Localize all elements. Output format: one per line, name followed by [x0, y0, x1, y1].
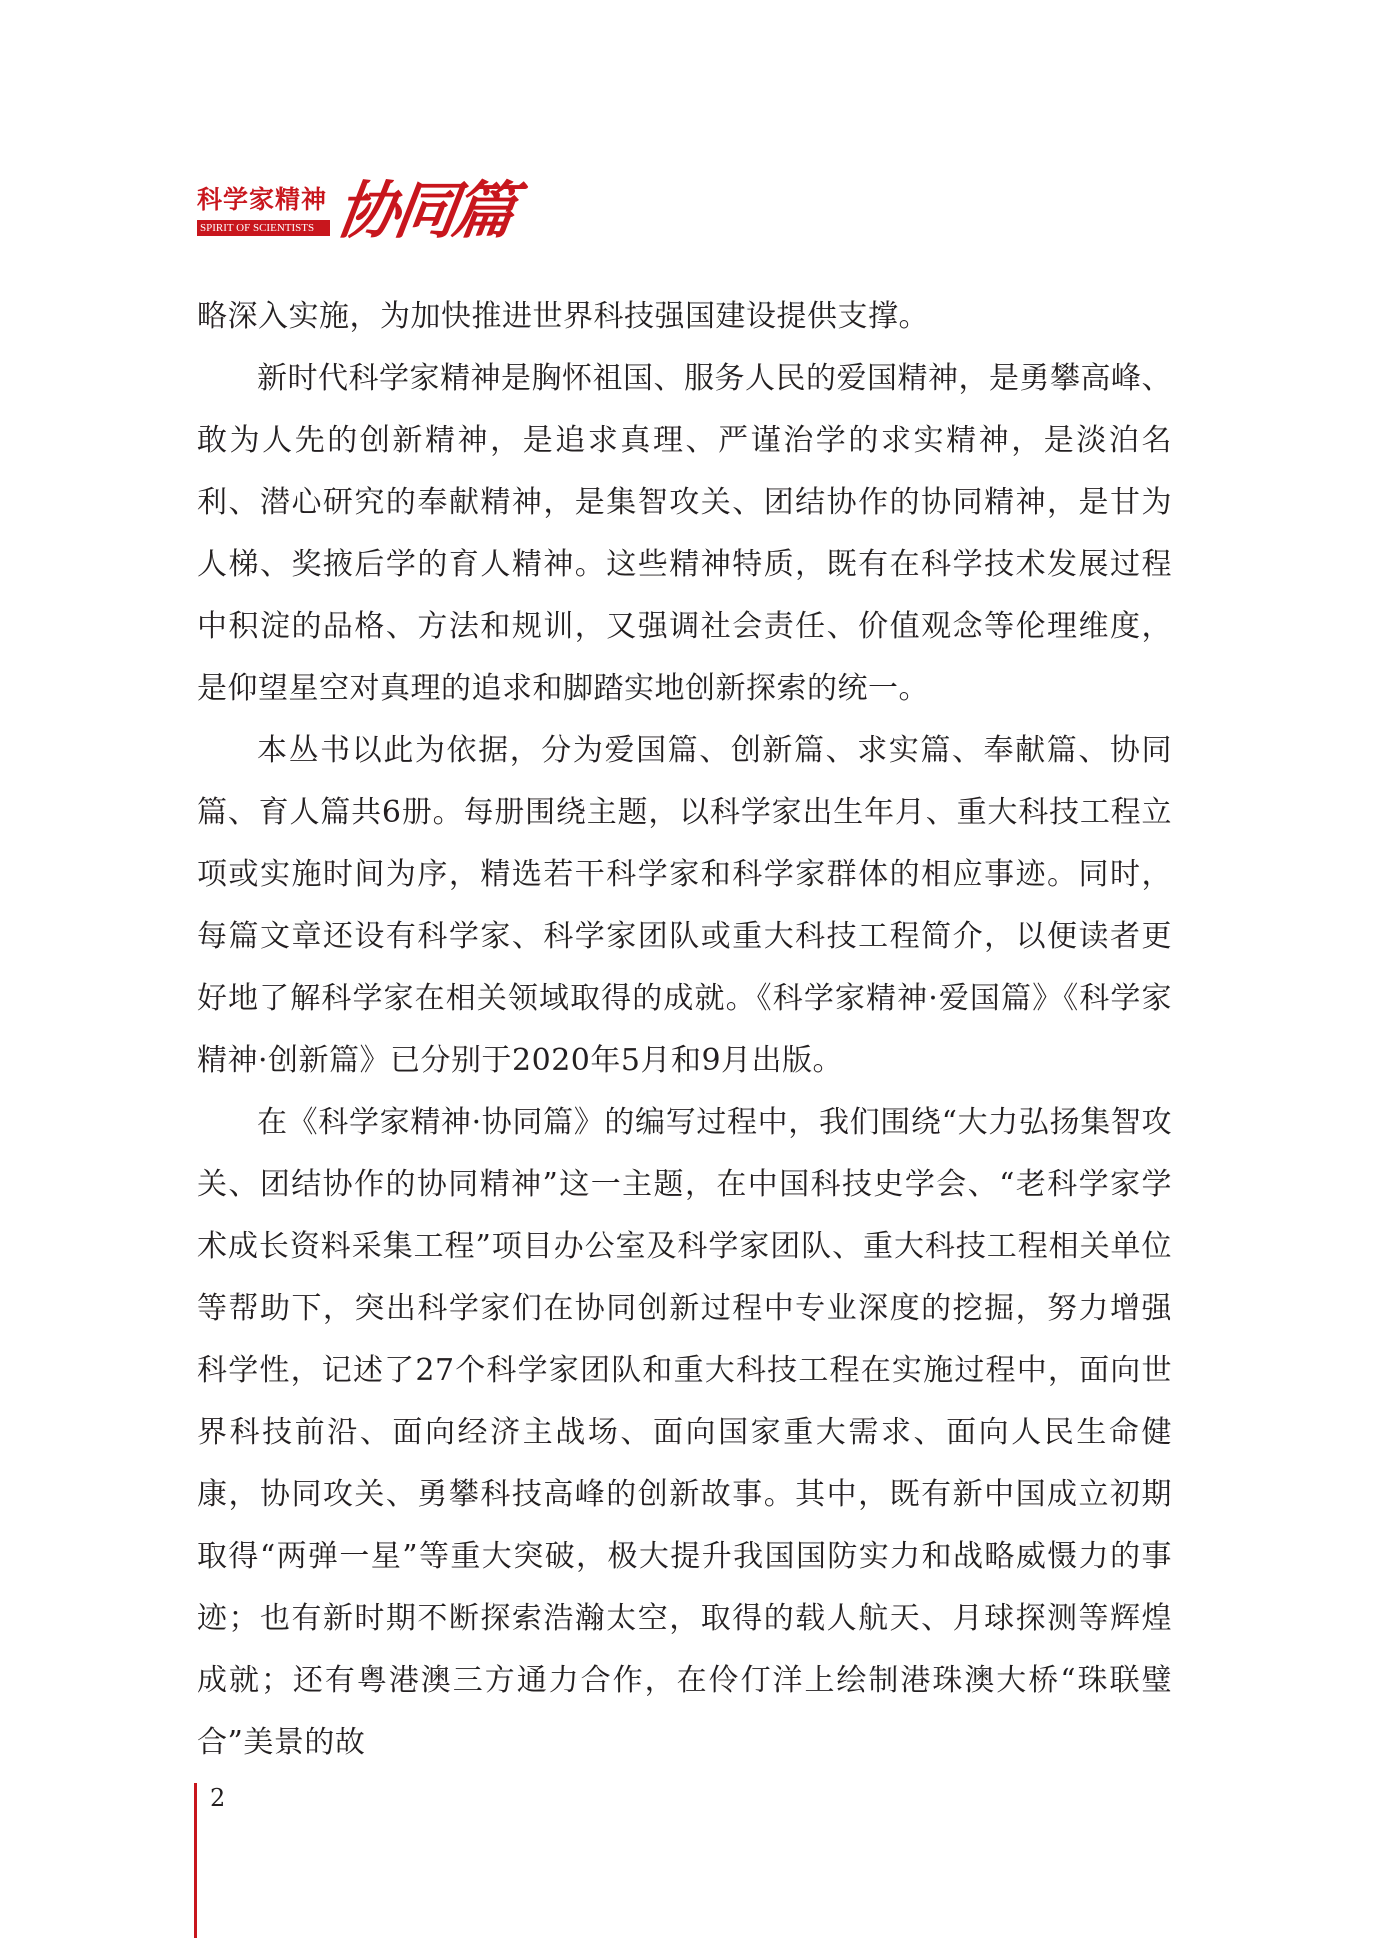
- body-text: [197, 286, 1172, 1774]
- paragraph-continued: 略深入实施，为加快推进世界科技强国建设提供支撑。: [197, 299, 929, 334]
- logo-left-block: [197, 184, 330, 236]
- logo-brush-title: 协同篇: [331, 174, 517, 247]
- series-logo: [197, 174, 517, 255]
- logo-title: 科学家精神: [197, 184, 330, 216]
- page-number: 2: [210, 1784, 226, 1812]
- page-margin-rule: [194, 1783, 197, 1938]
- paragraph-collaboration-volume: 在《科学家精神·协同篇》的编写过程中，我们围绕“大力弘扬集智攻关、团结协作的协同精神”这一主题，在中国科技史学会、“老科学家学术成长资料采集工程”项目办公室及科学家团队、重大科技工程相关单位等帮助下，突出科学家们在协同创新过程中专业深度的挖掘，努力增强科学性，记述了27个科学家团队和重大科技工程在实施过程中，面向世界科技前沿、面向经济主战场、面向国家重大需求、面向人民生命健康，协同攻关、勇攀科技高峰的创新故事。其中，既有新中国成立初期取得“两弹一星”等重大突破，极大提升我国国防实力和战略威慑力的事迹；也有新时期不断探索浩瀚太空，取得的载人航天、月球探测等辉煌成就；还有粤港澳三方通力合作，在伶仃洋上绘制港珠澳大桥“珠联璧合”美景的故: [197, 1105, 1172, 1760]
- paragraph-scientist-spirit: 新时代科学家精神是胸怀祖国、服务人民的爱国精神，是勇攀高峰、敢为人先的创新精神，是追求真理、严谨治学的求实精神，是淡泊名利、潜心研究的奉献精神，是集智攻关、团结协作的协同精神，是甘为人梯、奖掖后学的育人精神。这些精神特质，既有在科学技术发展过程中积淀的品格、方法和规训，又强调社会责任、价值观念等伦理维度，是仰望星空对真理的追求和脚踏实地创新探索的统一。: [197, 361, 1172, 706]
- paragraph-series-structure: 本丛书以此为依据，分为爱国篇、创新篇、求实篇、奉献篇、协同篇、育人篇共6册。每册围绕主题，以科学家出生年月、重大科技工程立项或实施时间为序，精选若干科学家和科学家群体的相应事迹。同时，每篇文章还设有科学家、科学家团队或重大科技工程简介，以便读者更好地了解科学家在相关领域取得的成就。《科学家精神·爱国篇》《科学家精神·创新篇》已分别于2020年5月和9月出版。: [197, 733, 1172, 1078]
- logo-subtitle: SPIRIT OF SCIENTISTS: [197, 220, 330, 236]
